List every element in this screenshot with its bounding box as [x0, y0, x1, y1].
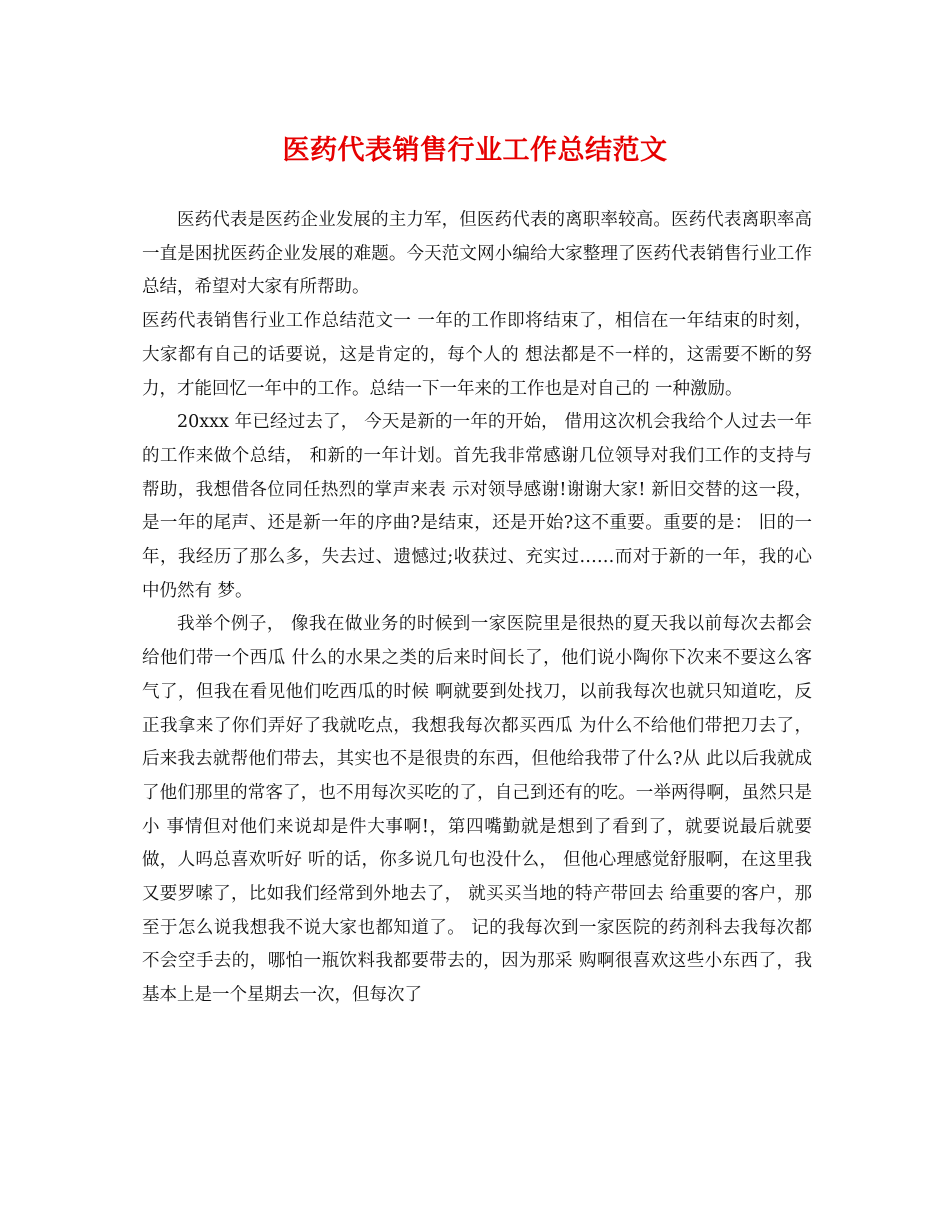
paragraph-year-review: 20xxx 年已经过去了， 今天是新的一年的开始， 借用这次机会我给个人过去一年的工作来做个总结， 和新的一年计划。首先我非常感谢几位领导对我们工作的支持与帮助，我想借各位同任热烈的掌声来表 示对领导感谢!谢谢大家! 新旧交替的这一段，是一年的尾声、还是新一年的序曲?是结束，还是开始?这不重要。重要的是： 旧的一年，我经历了那么多，失去过、遗憾过;收获过、充实过……而对于新的一年，我的心中仍然有 梦。 [142, 412, 812, 601]
document-title: 医药代表销售行业工作总结范文 [282, 135, 668, 166]
paragraph-sample-one: 医药代表销售行业工作总结范文一 一年的工作即将结束了，相信在一年结束的时刻，大家都有自己的话要说，这是肯定的，每个人的 想法都是不一样的，这需要不断的努力，才能回忆一年中的工作。总结一下一年来的工作也是对自己的 一种激励。 [142, 311, 812, 399]
paragraph-intro: 医药代表是医药企业发展的主力军，但医药代表的离职率较高。医药代表离职率高一直是困扰医药企业发展的难题。今天范文网小编给大家整理了医药代表销售行业工作总结，希望对大家有所帮助。 [142, 210, 812, 298]
document-body [142, 204, 812, 1013]
paragraph-example: 我举个例子， 像我在做业务的时候到一家医院里是很热的夏天我以前每次去都会给他们带一个西瓜 什么的水果之类的后来时间长了，他们说小陶你下次来不要这么客气了，但我在看见他们吃西瓜的时候 啊就要到处找刀，以前我每次也就只知道吃，反正我拿来了你们弄好了我就吃点，我想我每次都买西瓜 为什么不给他们带把刀去了，后来我去就帮他们带去，其实也不是很贵的东西，但他给我带了什么?从 此以后我就成了他们那里的常客了，也不用每次买吃的了，自己到还有的吃。一举两得啊，虽然只是小 事情但对他们来说却是件大事啊!，第四嘴勤就是想到了看到了，就要说最后就要做，人吗总喜欢听好 听的话，你多说几句也没什么， 但他心理感觉舒服啊，在这里我又要罗嗦了，比如我们经常到外地去了， 就买买当地的特产带回去 给重要的客户，那至于怎么说我想我不说大家也都知道了。 记的我每次到一家医院的药剂科去我每次都不会空手去的，哪怕一瓶饮料我都要带去的，因为那采 购啊很喜欢这些小东西了，我基本上是一个星期去一次，但每次了 [142, 614, 812, 1006]
